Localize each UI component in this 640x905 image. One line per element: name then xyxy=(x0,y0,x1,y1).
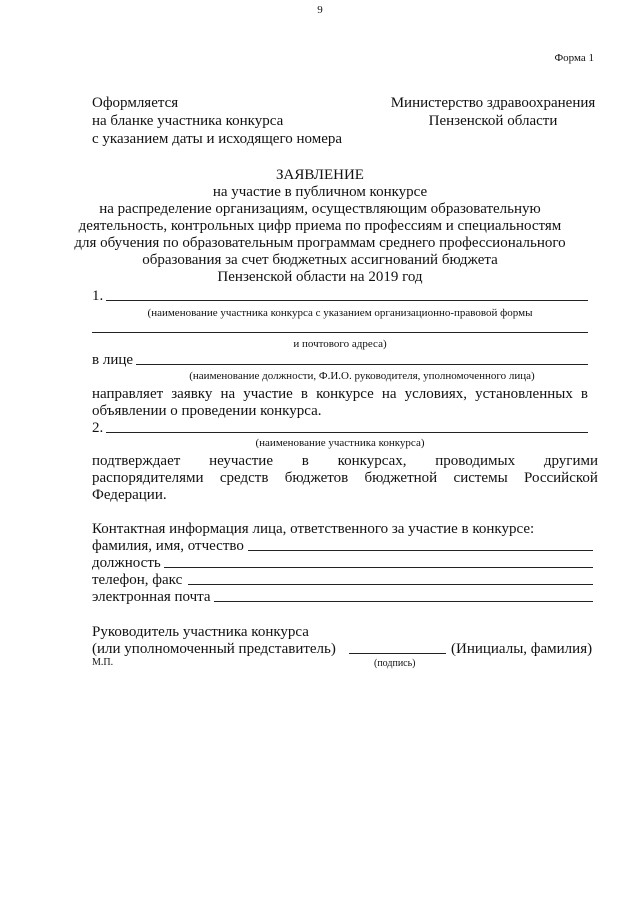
document-title: ЗАЯВЛЕНИЕ xyxy=(276,167,364,183)
participant-name-field[interactable] xyxy=(106,300,588,301)
form-label: Форма 1 xyxy=(554,52,594,64)
addressee-line: Пензенской области xyxy=(428,113,558,129)
participant-address-field[interactable] xyxy=(92,332,588,333)
position-label: должность xyxy=(92,555,161,571)
page-number: 9 xyxy=(317,4,323,16)
signature-hint: (подпись) xyxy=(374,658,416,669)
word: неучастие xyxy=(209,453,273,469)
full-name-field[interactable] xyxy=(248,550,593,551)
section-2-number: 2. xyxy=(92,420,104,436)
section-2-text-line xyxy=(92,452,598,470)
initials-label: (Инициалы, фамилия) xyxy=(451,641,593,657)
word: другими xyxy=(543,453,598,469)
section-1-text-line: объявлении о проведении конкурса. xyxy=(92,403,322,419)
subtitle-line: на распределение организациям, осуществляющим образовательную xyxy=(99,201,541,217)
subtitle-line: деятельность, контрольных цифр приема по профессиям и специальностям xyxy=(78,218,562,234)
section-1-number: 1. xyxy=(92,288,104,304)
email-label: электронная почта xyxy=(92,589,211,605)
section-1-text-line: направляет заявку на участие в конкурсе на условиях, установленных в xyxy=(92,386,588,402)
word: Российской xyxy=(524,470,598,486)
phone-field[interactable] xyxy=(188,584,593,585)
signature-title-line: (или уполномоченный представитель) xyxy=(92,641,336,657)
full-name-label: фамилия, имя, отчество xyxy=(92,538,244,554)
word: бюджетов xyxy=(284,470,349,486)
word: в xyxy=(301,453,309,469)
participant-name-field-2[interactable] xyxy=(106,432,588,433)
word: конкурсах, xyxy=(337,453,407,469)
addressee-line: Министерство здравоохранения xyxy=(390,95,596,111)
section-2-text-line: Федерации. xyxy=(92,487,167,503)
word: подтверждает xyxy=(92,453,181,469)
signature-title-line: Руководитель участника конкурса xyxy=(92,624,309,640)
signature-field[interactable] xyxy=(349,653,446,654)
word: бюджетной xyxy=(364,470,438,486)
representative-hint: (наименование должности, Ф.И.О. руководителя, уполномоченного лица) xyxy=(189,370,535,382)
contacts-heading: Контактная информация лица, ответственного за участие в конкурсе: xyxy=(92,521,535,537)
word: распорядителями xyxy=(92,470,204,486)
participant-name-hint-2: (наименование участника конкурса) xyxy=(255,437,425,449)
participant-address-hint: и почтового адреса) xyxy=(293,338,387,350)
subtitle-line: для обучения по образовательным программам среднего профессионального xyxy=(74,235,566,251)
participant-name-hint: (наименование участника конкурса с указанием организационно-правовой формы xyxy=(147,307,533,319)
representative-field[interactable] xyxy=(136,364,588,365)
phone-label: телефон, факс xyxy=(92,572,183,588)
subtitle-line: на участие в публичном конкурсе xyxy=(212,184,428,200)
subtitle-line: Пензенской области на 2019 год xyxy=(217,269,423,285)
word: системы xyxy=(453,470,508,486)
subtitle-line: образования за счет бюджетных ассигнований бюджета xyxy=(142,252,498,268)
left-note-line: Оформляется xyxy=(92,95,179,111)
seal-label: М.П. xyxy=(92,657,114,668)
in-person-label: в лице xyxy=(92,352,134,368)
email-field[interactable] xyxy=(214,601,593,602)
section-2-text-line xyxy=(92,469,598,487)
position-field[interactable] xyxy=(164,567,593,568)
left-note-line: на бланке участника конкурса xyxy=(92,113,284,129)
word: проводимых xyxy=(435,453,516,469)
left-note-line: с указанием даты и исходящего номера xyxy=(92,131,343,147)
word: средств xyxy=(219,470,269,486)
